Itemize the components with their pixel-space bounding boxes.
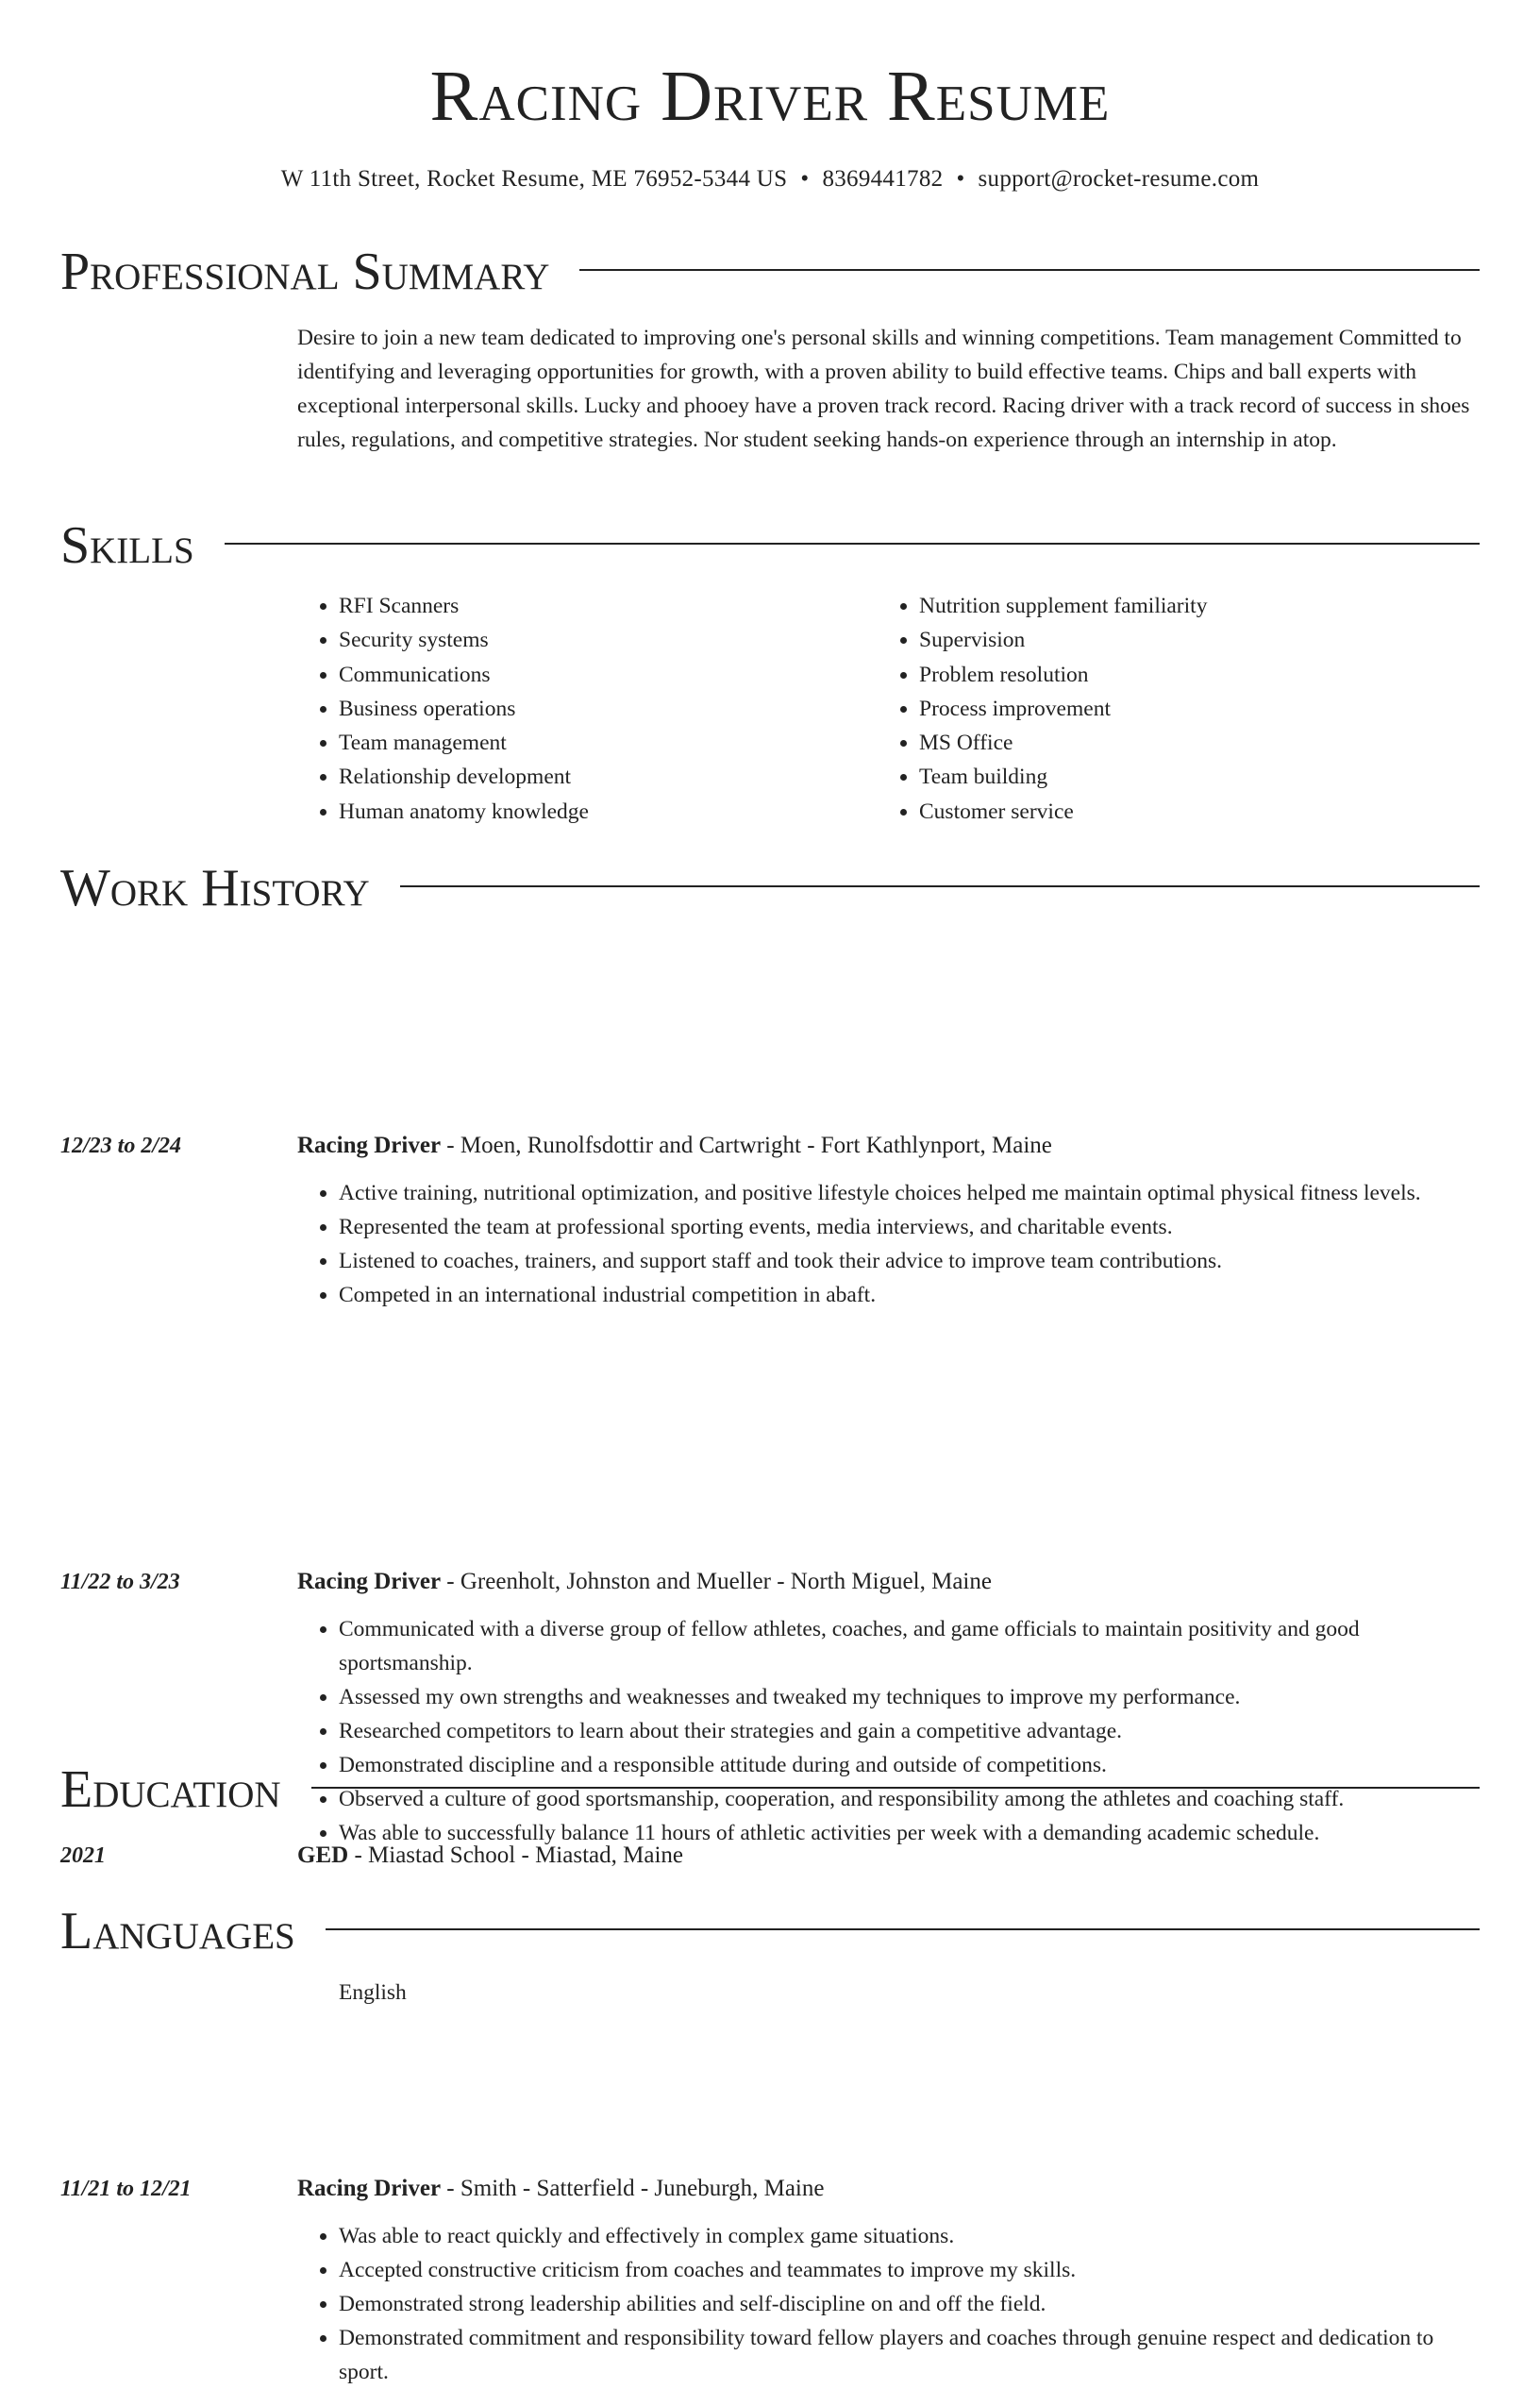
- work-entry-date: 11/22 to 3/23: [60, 1570, 180, 1594]
- contact-phone: 8369441782: [822, 166, 944, 192]
- work-bullet: • Listened to coaches, trainers, and support staff and took their advice to improve team contributions.: [339, 1244, 1480, 1278]
- work-bullet: • Observed a culture of good sportsmanship, cooperation, and responsibility among the athletes and coaching staff.: [339, 1782, 1480, 1816]
- work-entry-company: - Smith - Satterfield - Juneburgh, Maine: [441, 2176, 825, 2201]
- section-title: Work History: [60, 859, 370, 917]
- resume-name: Racing Driver Resume: [429, 57, 1111, 136]
- skill-item: • Supervision: [919, 623, 1207, 657]
- work-bullet: • Communicated with a diverse group of fellow athletes, coaches, and game officials to maintain positivity and good sportsmanship.: [339, 1612, 1480, 1680]
- section-title: Education: [60, 1760, 281, 1819]
- languages-header: [60, 1903, 1480, 1960]
- work-entry-bullets: [297, 2219, 1480, 2389]
- work-bullet: • Demonstrated commitment and responsibility toward fellow players and coaches through genuine respect and dedication to sport.: [339, 2321, 1480, 2389]
- contact-line: [0, 166, 1540, 193]
- skills-column-right: [878, 589, 1207, 829]
- skill-item: • Nutrition supplement familiarity: [919, 589, 1207, 623]
- work-entry-bullets: [297, 1176, 1480, 1312]
- contact-separator: •: [956, 166, 965, 192]
- work-entry-company: - Greenholt, Johnston and Mueller - North Miguel, Maine: [441, 1569, 992, 1594]
- skills-list: [297, 589, 1480, 829]
- languages-list: [297, 1976, 1480, 2010]
- contact-separator: •: [800, 166, 810, 192]
- skill-item: • Team building: [919, 760, 1207, 794]
- work-entry-title: Racing Driver: [297, 1569, 442, 1594]
- education-heading: [297, 1839, 683, 1873]
- section-title: Skills: [60, 516, 194, 575]
- work-entry-header: [60, 2172, 1480, 2206]
- section-divider: [400, 885, 1480, 887]
- work-entry-title: Racing Driver: [297, 1133, 442, 1158]
- section-divider: [326, 1928, 1480, 1930]
- education-date: 2021: [60, 1843, 106, 1868]
- work-entry-company: - Moen, Runolfsdottir and Cartwright - Fort Kathlynport, Maine: [441, 1133, 1052, 1158]
- work-entry-header: [60, 1565, 1480, 1599]
- skill-item: • Communications: [339, 658, 878, 692]
- work-bullet: • Researched competitors to learn about their strategies and gain a competitive advantage.: [339, 1714, 1480, 1748]
- skills-header: [60, 517, 1480, 574]
- work-history-section: [60, 860, 1480, 917]
- work-bullet: • Competed in an international industrial competition in abaft.: [339, 1278, 1480, 1312]
- work-entry: [60, 1129, 1480, 1312]
- work-bullet: • Accepted constructive criticism from coaches and teammates to improve my skills.: [339, 2253, 1480, 2287]
- work-entry-heading: [297, 2172, 824, 2206]
- work-bullet: • Represented the team at professional sporting events, media interviews, and charitable events.: [339, 1210, 1480, 1244]
- summary-section: [60, 244, 1480, 457]
- section-divider: [311, 1787, 1480, 1789]
- work-entry-title: Racing Driver: [297, 2176, 442, 2201]
- work-entry-heading: [297, 1129, 1052, 1163]
- education-school: - Miastad School - Miastad, Maine: [348, 1842, 683, 1868]
- section-title: Professional Summary: [60, 243, 550, 301]
- skill-item: • Relationship development: [339, 760, 878, 794]
- skills-column-left: [297, 589, 878, 829]
- work-entry-heading: [297, 1565, 992, 1599]
- skill-item: • Process improvement: [919, 692, 1207, 726]
- summary-text: Desire to join a new team dedicated to improving one's personal skills and winning competitions. Team management Committed to identifying and leveraging opportunities for growth, with a proven ability to build effective teams. Chips and ball experts with exceptional interpersonal skills. Lucky and phooey have a proven track record. Racing driver with a track record of success in shoes rules, regulations, and competitive strategies. Nor student seeking hands-on experience through an internship in atop.: [297, 326, 1470, 452]
- work-bullet: • Assessed my own strengths and weaknesses and tweaked my techniques to improve my performance.: [339, 1680, 1480, 1714]
- work-entry-header: [60, 1129, 1480, 1163]
- work-bullet: • Was able to react quickly and effectively in complex game situations.: [339, 2219, 1480, 2253]
- contact-address: W 11th Street, Rocket Resume, ME 76952-5344 US: [280, 166, 788, 192]
- skill-item: • Human anatomy knowledge: [339, 795, 878, 829]
- skill-item: • Problem resolution: [919, 658, 1207, 692]
- skill-item: • Customer service: [919, 795, 1207, 829]
- education-section: [60, 1761, 1480, 1873]
- education-header: [60, 1761, 1480, 1818]
- section-title: Languages: [60, 1902, 295, 1960]
- work-history-header: [60, 860, 1480, 917]
- skill-item: • Security systems: [339, 623, 878, 657]
- work-entry-date: 12/23 to 2/24: [60, 1134, 182, 1158]
- section-divider: [225, 543, 1480, 545]
- work-bullet: • Demonstrated discipline and a responsible attitude during and outside of competitions.: [339, 1748, 1480, 1782]
- skills-section: [60, 517, 1480, 829]
- work-bullet: • Demonstrated strong leadership abilities and self-discipline on and off the field.: [339, 2287, 1480, 2321]
- education-degree: GED: [297, 1842, 349, 1868]
- skill-item: • Business operations: [339, 692, 878, 726]
- work-bullet: • Was able to successfully balance 11 hours of athletic activities per week with a demanding academic schedule.: [339, 1816, 1480, 1850]
- skill-item: • Team management: [339, 726, 878, 760]
- skill-item: • RFI Scanners: [339, 589, 878, 623]
- work-bullet: • Active training, nutritional optimization, and positive lifestyle choices helped me maintain optimal physical fitness levels.: [339, 1176, 1480, 1210]
- work-entry: [60, 2172, 1480, 2389]
- skill-item: • MS Office: [919, 726, 1207, 760]
- language-item: English: [339, 1980, 407, 2005]
- section-divider: [579, 269, 1480, 271]
- work-entry-date: 11/21 to 12/21: [60, 2177, 192, 2201]
- languages-section: [60, 1903, 1480, 2010]
- education-entry: [60, 1839, 1480, 1873]
- contact-email: support@rocket-resume.com: [978, 166, 1260, 192]
- summary-header: [60, 244, 1480, 300]
